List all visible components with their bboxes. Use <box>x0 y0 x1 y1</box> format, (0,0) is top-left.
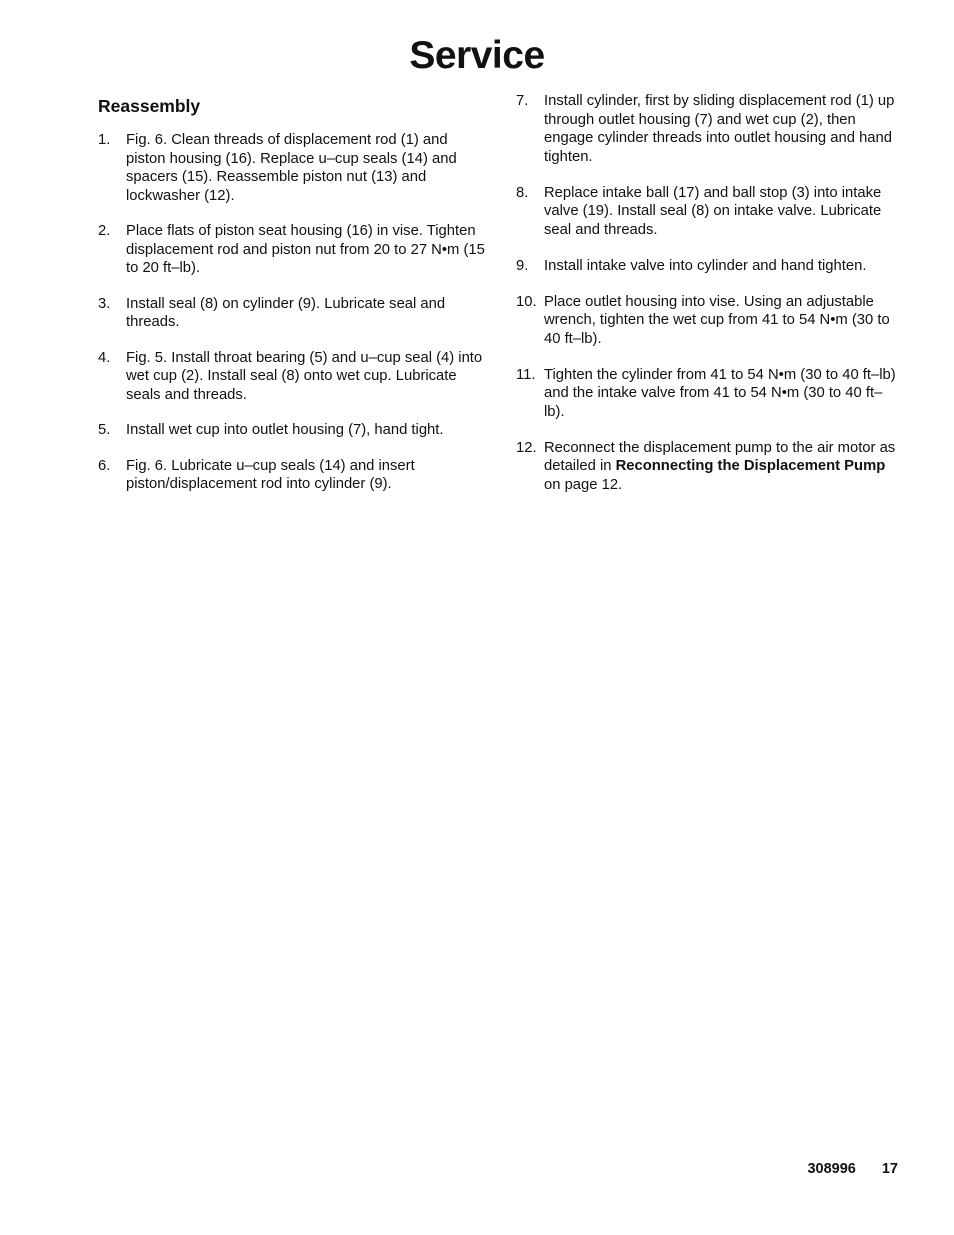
step-item-4 <box>98 349 486 405</box>
page-footer <box>807 1161 898 1177</box>
step-text: Fig. 6. Clean threads of displacement rod (1) and piston housing (16). Replace u–cup seals (14) and spacers (15). Reassemble piston nut (13) and lockwasher (12). <box>126 132 457 204</box>
step-text: Install intake valve into cylinder and hand tighten. <box>544 257 867 274</box>
step-item-6 <box>98 457 486 494</box>
step-text: Fig. 6. Lubricate u–cup seals (14) and insert piston/displacement rod into cylinder (9). <box>126 457 415 492</box>
step-text: Replace intake ball (17) and ball stop (3) into intake valve (19). Install seal (8) on intake valve. Lubricate seal and threads. <box>544 184 882 238</box>
step-text-tail: on page 12. <box>544 476 623 493</box>
document-number: 308996 <box>807 1161 856 1177</box>
step-number: 3. <box>98 295 111 312</box>
page-number: 17 <box>881 1161 898 1177</box>
step-item-7 <box>516 92 902 166</box>
step-number: 12. <box>516 439 537 456</box>
step-number: 5. <box>98 422 111 438</box>
cross-reference: Reconnecting the Displacement Pump <box>615 458 886 474</box>
page-title: Service <box>409 34 545 77</box>
step-number: 4. <box>98 349 111 366</box>
step-list-right <box>516 92 902 494</box>
step-item-5 <box>98 421 486 440</box>
step-item-9 <box>516 257 902 276</box>
left-column <box>98 92 486 511</box>
step-text: Install cylinder, first by sliding displacement rod (1) up through outlet housing (7) and wet cup (2), then engage cylinder threads into outlet housing and hand tighten. <box>544 93 895 165</box>
step-number: 7. <box>516 93 529 109</box>
step-text: Place outlet housing into vise. Using an adjustable wrench, tighten the wet cup from 41 to 54 N•m (30 to 40 ft–lb). <box>544 293 890 347</box>
step-number: 8. <box>516 184 529 201</box>
step-number: 9. <box>516 257 529 274</box>
step-text: Tighten the cylinder from 41 to 54 N•m (30 to 40 ft–lb) and the intake valve from 41 to 54 N•m (30 to 40 ft–lb). <box>544 366 896 420</box>
step-text-lead: Reconnect the displacement pump to the air motor as detailed in <box>544 439 896 474</box>
step-number: 6. <box>98 457 111 474</box>
step-text: Fig. 5. Install throat bearing (5) and u–cup seal (4) into wet cup (2). Install seal (8) onto wet cup. Lubricate seals and threads. <box>126 349 483 403</box>
step-text: Place flats of piston seat housing (16) in vise. Tighten displacement rod and piston nut from 20 to 27 N•m (15 to 20 ft–lb). <box>126 223 485 276</box>
step-number: 10. <box>516 293 537 310</box>
step-list-left <box>98 131 486 494</box>
step-item-1 <box>98 131 486 205</box>
step-text: Install seal (8) on cylinder (9). Lubricate seal and threads. <box>126 295 446 330</box>
step-item-10 <box>516 293 902 349</box>
step-item-11 <box>516 366 902 422</box>
section-heading: Reassembly <box>98 96 201 116</box>
step-number: 11. <box>516 366 536 383</box>
step-item-8 <box>516 184 902 240</box>
step-text: Install wet cup into outlet housing (7), hand tight. <box>126 422 444 438</box>
step-item-3 <box>98 295 486 332</box>
step-item-2 <box>98 222 486 278</box>
step-number: 2. <box>98 223 111 239</box>
step-item-12 <box>516 439 902 495</box>
step-number: 1. <box>98 132 111 148</box>
right-column <box>516 92 902 512</box>
